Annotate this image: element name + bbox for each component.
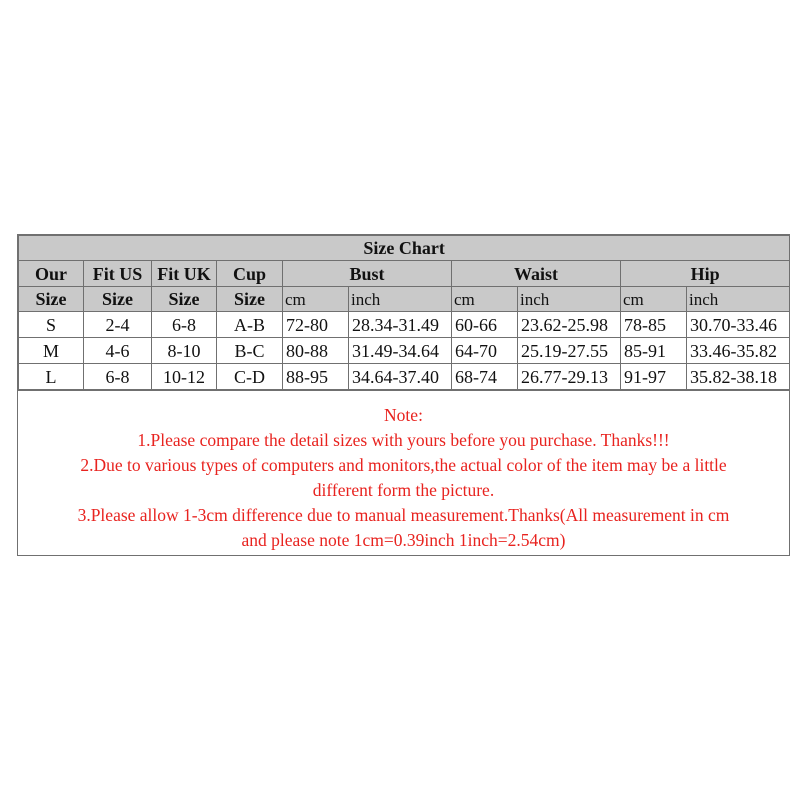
cell-our-size: L — [19, 364, 84, 390]
table-row — [19, 364, 790, 390]
table-row — [19, 312, 790, 338]
header-waist-inch: inch — [518, 287, 621, 312]
header-our-size-line2: Size — [19, 287, 84, 312]
cell-hip-cm: 91-97 — [621, 364, 687, 390]
cell-hip-inch: 35.82-38.18 — [687, 364, 790, 390]
cell-bust-inch: 34.64-37.40 — [349, 364, 452, 390]
size-chart-table — [18, 235, 790, 390]
note-heading: Note: — [384, 405, 423, 425]
note-line: and please note 1cm=0.39inch 1inch=2.54cm) — [241, 530, 566, 550]
size-chart — [17, 234, 790, 556]
cell-cup: C-D — [217, 364, 283, 390]
cell-bust-cm: 88-95 — [283, 364, 349, 390]
header-cup-line1: Cup — [217, 261, 283, 287]
cell-waist-inch: 25.19-27.55 — [518, 338, 621, 364]
cell-fit-uk: 10-12 — [152, 364, 217, 390]
size-chart-title: Size Chart — [19, 236, 790, 261]
cell-hip-cm: 85-91 — [621, 338, 687, 364]
cell-fit-uk: 8-10 — [152, 338, 217, 364]
cell-waist-cm: 60-66 — [452, 312, 518, 338]
header-cup-line2: Size — [217, 287, 283, 312]
cell-hip-inch: 33.46-35.82 — [687, 338, 790, 364]
header-fit-uk-line2: Size — [152, 287, 217, 312]
note-line: 2.Due to various types of computers and monitors,the actual color of the item may be a little — [80, 455, 727, 475]
note-line: 3.Please allow 1-3cm difference due to manual measurement.Thanks(All measurement in cm — [77, 505, 730, 525]
cell-bust-cm: 72-80 — [283, 312, 349, 338]
cell-fit-uk: 6-8 — [152, 312, 217, 338]
cell-fit-us: 2-4 — [84, 312, 152, 338]
header-bust-cm: cm — [283, 287, 349, 312]
note-line: different form the picture. — [312, 480, 495, 500]
header-row-top — [19, 261, 790, 287]
header-hip-cm: cm — [621, 287, 687, 312]
cell-waist-inch: 23.62-25.98 — [518, 312, 621, 338]
cell-waist-inch: 26.77-29.13 — [518, 364, 621, 390]
header-hip: Hip — [621, 261, 790, 287]
cell-bust-inch: 31.49-34.64 — [349, 338, 452, 364]
cell-bust-cm: 80-88 — [283, 338, 349, 364]
note-line: 1.Please compare the detail sizes with yours before you purchase. Thanks!!! — [137, 430, 670, 450]
cell-cup: B-C — [217, 338, 283, 364]
header-waist: Waist — [452, 261, 621, 287]
header-fit-us-line2: Size — [84, 287, 152, 312]
header-hip-inch: inch — [687, 287, 790, 312]
notes-section — [18, 390, 789, 553]
header-fit-us-line1: Fit US — [84, 261, 152, 287]
cell-hip-cm: 78-85 — [621, 312, 687, 338]
title-row — [19, 236, 790, 261]
header-row-bottom — [19, 287, 790, 312]
cell-our-size: M — [19, 338, 84, 364]
header-bust: Bust — [283, 261, 452, 287]
cell-waist-cm: 68-74 — [452, 364, 518, 390]
header-fit-uk-line1: Fit UK — [152, 261, 217, 287]
cell-bust-inch: 28.34-31.49 — [349, 312, 452, 338]
cell-cup: A-B — [217, 312, 283, 338]
cell-fit-us: 4-6 — [84, 338, 152, 364]
cell-fit-us: 6-8 — [84, 364, 152, 390]
cell-waist-cm: 64-70 — [452, 338, 518, 364]
header-our-size-line1: Our — [19, 261, 84, 287]
table-row — [19, 338, 790, 364]
header-waist-cm: cm — [452, 287, 518, 312]
header-bust-inch: inch — [349, 287, 452, 312]
cell-our-size: S — [19, 312, 84, 338]
cell-hip-inch: 30.70-33.46 — [687, 312, 790, 338]
